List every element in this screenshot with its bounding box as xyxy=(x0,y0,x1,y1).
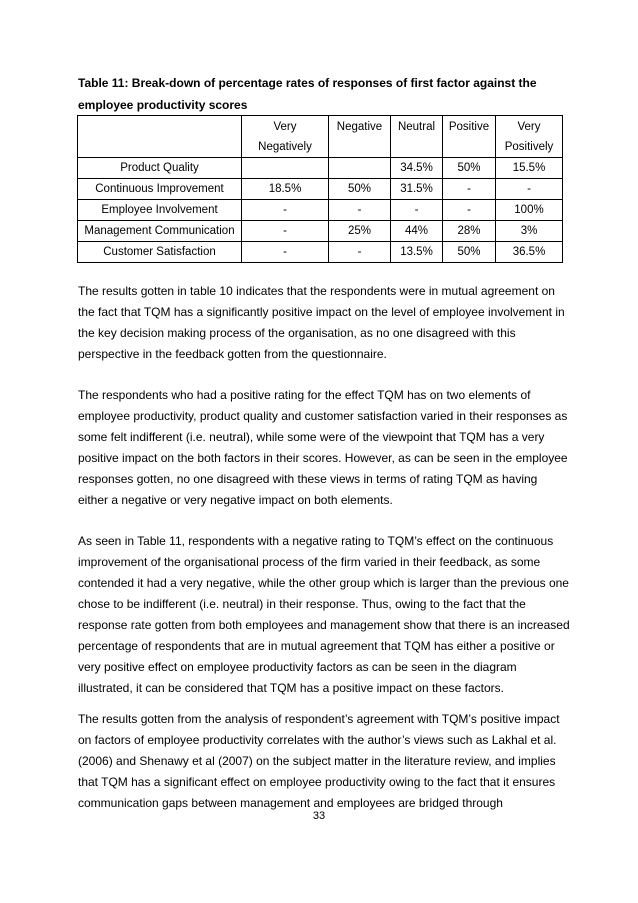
table-cell: 100% xyxy=(496,200,563,221)
row-label: Product Quality xyxy=(78,158,242,179)
row-label: Employee Involvement xyxy=(78,200,242,221)
paragraph-table11-analysis: As seen in Table 11, respondents with a negative rating to TQM’s effect on the continuous improvement of the organisational process of the firm varied in their feedback, as some contended it had a very negative, while the other group which is larger than the previous one chose to be indifferent (i.e. neutral) in their response. Thus, owing to the fact that the response rate gotten from both employees and management show that there is an increased percentage of respondents that are in mutual agreement that TQM has either a positive or very positive effect on employee productivity factors as can be seen in the diagram illustrated, it can be considered that TQM has a positive impact on these factors. xyxy=(78,534,570,695)
caption-line: Table 11: Break-down of percentage rates of responses of first factor against the xyxy=(78,76,537,90)
table-cell: 15.5% xyxy=(496,158,563,179)
table-cell: - xyxy=(391,200,443,221)
table-row xyxy=(78,200,563,221)
header-cell-positive: Positive xyxy=(443,116,496,158)
table-cell: - xyxy=(329,242,391,263)
row-label: Management Communication xyxy=(78,221,242,242)
table-cell: 25% xyxy=(329,221,391,242)
table-cell: 50% xyxy=(443,242,496,263)
table-cell: 36.5% xyxy=(496,242,563,263)
table-cell: - xyxy=(443,200,496,221)
table-cell: - xyxy=(242,200,329,221)
table-cell xyxy=(242,158,329,179)
table-cell: - xyxy=(496,179,563,200)
header-cell-factor xyxy=(78,116,242,158)
paragraph-literature-correlation: The results gotten from the analysis of respondent’s agreement with TQM’s positive impact on factors of employee productivity correlates with the author’s views such as Lakhal et al. (2006) and Shenawy et al (2007) on the subject matter in the literature review, and implies that TQM has a significant effect on employee productivity owing to the fact that it ensures communication gaps between management and employees are bridged through xyxy=(78,712,560,810)
page-number: 33 xyxy=(312,810,326,822)
row-label: Continuous Improvement xyxy=(78,179,242,200)
table-cell xyxy=(329,158,391,179)
table-row xyxy=(78,242,563,263)
table-cell: - xyxy=(329,200,391,221)
table-cell: - xyxy=(242,242,329,263)
table-cell: 3% xyxy=(496,221,563,242)
table-cell: 44% xyxy=(391,221,443,242)
paragraph-table10-results: The results gotten in table 10 indicates that the respondents were in mutual agreement on the fact that TQM has a significantly positive impact on the level of employee involvement in the key decision making process of the organisation, as no one disagreed with this perspective in the feedback gotten from the questionnaire. xyxy=(78,284,565,361)
table-caption xyxy=(78,72,558,116)
header-cell-very-positively: Very Positively xyxy=(496,116,563,158)
header-cell-negative: Negative xyxy=(329,116,391,158)
table-cell: 18.5% xyxy=(242,179,329,200)
table-cell: 50% xyxy=(443,158,496,179)
table-cell: - xyxy=(443,179,496,200)
table-header-row xyxy=(78,116,563,158)
header-cell-very-negatively: Very Negatively xyxy=(242,116,329,158)
table-cell: 28% xyxy=(443,221,496,242)
paragraph-positive-rating: The respondents who had a positive rating for the effect TQM has on two elements of employee productivity, product quality and customer satisfaction varied in their responses as some felt indifferent (i.e. neutral), while some were of the viewpoint that TQM has a very positive impact on the both factors in their scores. However, as can be seen in the employee responses gotten, no one disagreed with these views in terms of rating TQM as having either a negative or very negative impact on both elements. xyxy=(78,388,568,507)
caption-line: employee productivity scores xyxy=(78,98,248,112)
response-breakdown-table xyxy=(77,115,563,263)
table-cell: 13.5% xyxy=(391,242,443,263)
header-cell-neutral: Neutral xyxy=(391,116,443,158)
table-cell: 34.5% xyxy=(391,158,443,179)
row-label: Customer Satisfaction xyxy=(78,242,242,263)
table-row xyxy=(78,221,563,242)
table-cell: 50% xyxy=(329,179,391,200)
table-row xyxy=(78,158,563,179)
table-cell: - xyxy=(242,221,329,242)
table-row xyxy=(78,179,563,200)
table-cell: 31.5% xyxy=(391,179,443,200)
